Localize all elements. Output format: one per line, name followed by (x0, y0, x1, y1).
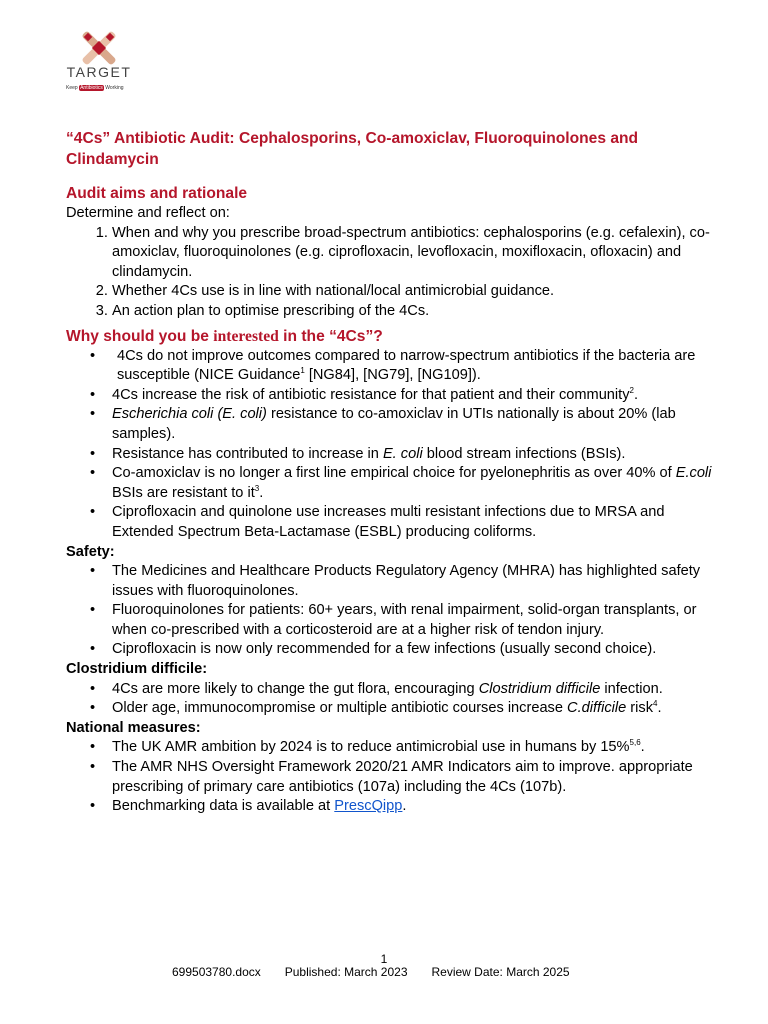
national-heading: National measures: (66, 719, 201, 736)
document-body (66, 128, 716, 817)
why-item: • Ciprofloxacin and quinolone use increases multi resistant infections due to MRSA and Extended Spectrum Beta-Lactamase (ESBL) producing coliforms. (112, 503, 716, 542)
page-number: 1 (380, 952, 388, 966)
why-heading: Why should you be interested in the “4Cs”? (66, 327, 383, 345)
aims-intro: Determine and reflect on: (66, 205, 230, 221)
national-item: • The AMR NHS Oversight Framework 2020/21 AMR Indicators aim to improve. appropriate prescribing of primary care antibiotics (107a) including the 4Cs (107b). (112, 758, 716, 797)
why-item: • Escherichia coli (E. coli) resistance to co-amoxiclav in UTIs nationally is about 20% (lab samples). (112, 405, 716, 444)
why-list (66, 347, 716, 543)
safety-item: • The Medicines and Healthcare Products Regulatory Agency (MHRA) has highlighted safety issues with fluoroquinolones. (112, 562, 716, 601)
target-logo (64, 30, 134, 100)
aims-item: 2. Whether 4Cs use is in line with national/local antimicrobial guidance. (112, 282, 716, 302)
national-item: • The UK AMR ambition by 2024 is to reduce antimicrobial use in humans by 15%$^{5,6}$. (112, 738, 716, 758)
safety-item: • Ciprofloxacin is now only recommended for a few infections (usually second choice). (112, 640, 716, 660)
why-item: • 4Cs increase the risk of antibiotic resistance for that patient and their community$^2$. (112, 386, 716, 406)
target-x-logo-icon (81, 30, 117, 66)
document-title: “4Cs” Antibiotic Audit: Cephalosporins, Co-amoxiclav, Fluoroquinolones and Clindamycin (66, 130, 639, 168)
national-list (66, 738, 716, 816)
aims-item: 3. An action plan to optimise prescribing of the 4Cs. (112, 302, 716, 322)
logo-name: TARGET (66, 64, 132, 80)
page-footer (172, 965, 570, 979)
footer-published: Published: March 2023 (284, 965, 408, 979)
footer-filename: 699503780.docx (172, 965, 261, 979)
aims-item: 1. When and why you prescribe broad-spectrum antibiotics: cephalosporins (e.g. cefalexin), co-amoxiclav, fluoroquinolones (e.g. ciprofloxacin, levofloxacin, moxifloxacin, ofloxacin) and clindamycin. (112, 224, 716, 283)
prescqipp-link[interactable]: PrescQipp (334, 798, 403, 815)
aims-heading: Audit aims and rationale (66, 185, 248, 202)
cdiff-item: • 4Cs are more likely to change the gut flora, encouraging Clostridium difficile infection. (112, 680, 716, 700)
cdiff-list (66, 680, 716, 719)
aims-list (66, 224, 716, 322)
national-item: • Benchmarking data is available at PrescQipp. (112, 797, 716, 817)
cdiff-item: • Older age, immunocompromise or multiple antibiotic courses increase C.difficile risk$^4$. (112, 699, 716, 719)
why-item: • Resistance has contributed to increase in E. coli blood stream infections (BSIs). (112, 445, 716, 465)
safety-item: • Fluoroquinolones for patients: 60+ years, with renal impairment, solid-organ transplants, or when co-prescribed with a corticosteroid are at a higher risk of tendon injury. (112, 601, 716, 640)
why-item: • 4Cs do not improve outcomes compared to narrow-spectrum antibiotics if the bacteria are susceptible (NICE Guidance$^1$ [NG84], [NG79], [NG109]). (112, 347, 716, 386)
safety-heading: Safety: (66, 543, 115, 560)
safety-list (66, 562, 716, 660)
footer-review-date: Review Date: March 2025 (431, 965, 570, 979)
cdiff-heading: Clostridium difficile: (66, 661, 208, 678)
logo-tagline: Keep Antibiotics Working (66, 85, 124, 91)
why-item: • Co-amoxiclav is no longer a first line empirical choice for pyelonephritis as over 40% of E.coli BSIs are resistant to $it^3$. (112, 464, 716, 503)
